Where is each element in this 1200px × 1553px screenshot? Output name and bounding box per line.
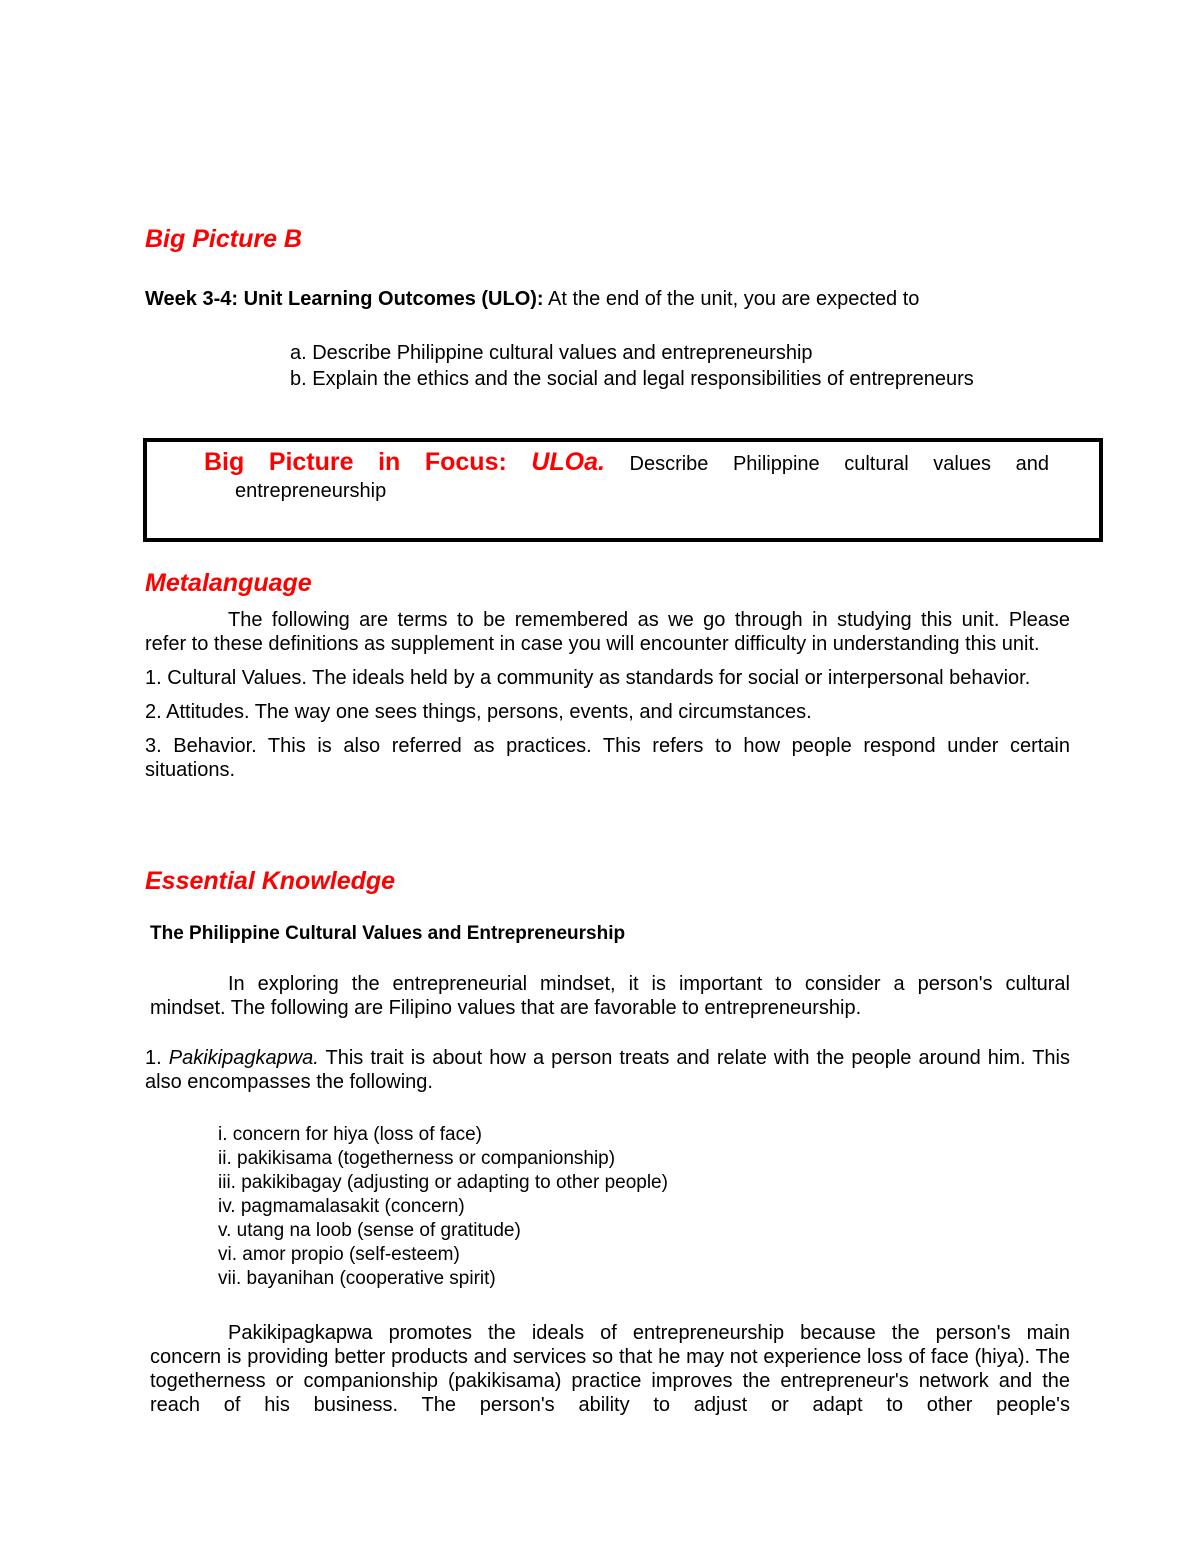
cultural-values-subheading: The Philippine Cultural Values and Entrepreneurship [150, 923, 626, 944]
sub-item-pakikisama: ii. pakikisama (togetherness or companionship) [218, 1148, 616, 1169]
essential-para-2-rest: concern is providing better products and services so that he may not experience loss of face (hiya). The togetherness or companionship (pakikisama) practice improves the entrepreneur's network and the reach of his business. The person's ability to adjust or adapt to other people's [150, 1346, 1070, 1416]
essential-knowledge-heading: Essential Knowledge [145, 867, 396, 895]
focus-ulo-label: ULOa. [531, 448, 605, 476]
metalanguage-intro-rest: refer to these definitions as supplement in case you will encounter difficulty in understanding this unit. [145, 633, 1040, 655]
focus-desc-word-2: Philippine [732, 453, 820, 475]
essential-para-1-rest: mindset. The following are Filipino values that are favorable to entrepreneurship. [150, 997, 862, 1019]
focus-word-big: Big [204, 448, 245, 476]
pakikipagkapwa-sub-list [218, 1123, 668, 1291]
focus-desc-word-5: and [1015, 453, 1049, 475]
value-item-term: Pakikipagkapwa. [168, 1047, 319, 1069]
ulo-list [290, 340, 974, 392]
value-item-number: 1. [145, 1047, 162, 1069]
week-ulo-intro: At the end of the unit, you are expected to [543, 288, 920, 310]
value-item-description: This trait is about how a person treats and relate with the people around him. This also encompasses the following. [145, 1047, 1070, 1093]
focus-word-focus: Focus: [424, 448, 507, 476]
focus-box [143, 438, 1103, 542]
term-attitudes: 2. Attitudes. The way one sees things, persons, events, and circumstances. [145, 701, 812, 723]
focus-line [204, 448, 1049, 477]
metalanguage-heading: Metalanguage [145, 569, 312, 597]
big-picture-title: Big Picture B [145, 225, 302, 253]
focus-desc-word-4: values [933, 453, 992, 475]
focus-word-in: in [378, 448, 401, 476]
week-ulo-label: Week 3-4: Unit Learning Outcomes (ULO): [145, 288, 544, 310]
sub-item-pakikibagay: iii. pakikibagay (adjusting or adapting to other people) [218, 1172, 668, 1193]
essential-para-2 [150, 1321, 1070, 1417]
ulo-item-a: a. Describe Philippine cultural values and entrepreneurship [290, 342, 813, 364]
focus-desc-continued: entrepreneurship [235, 480, 387, 502]
sub-item-bayanihan: vii. bayanihan (cooperative spirit) [218, 1268, 496, 1289]
term-behavior: 3. Behavior. This is also referred as practices. This refers to how people respond under certain situations. [145, 735, 1070, 781]
essential-para-1-line1: In exploring the entrepreneurial mindset, it is important to consider a person's cultural [228, 973, 1070, 995]
sub-item-pagmamalasakit: iv. pagmamalasakit (concern) [218, 1196, 465, 1217]
sub-item-utang-na-loob: v. utang na loob (sense of gratitude) [218, 1220, 521, 1241]
ulo-item-b: b. Explain the ethics and the social and legal responsibilities of entrepreneurs [290, 368, 974, 390]
week-ulo-header [145, 286, 919, 312]
sub-item-amor-propio: vi. amor propio (self-esteem) [218, 1244, 460, 1265]
focus-desc-word-1: Describe [629, 453, 709, 475]
focus-desc-word-3: cultural [844, 453, 909, 475]
value-item-pakikipagkapwa [145, 1046, 1070, 1094]
essential-para-1 [150, 972, 1070, 1020]
metalanguage-intro-line1: The following are terms to be remembered as we go through in studying this unit. Please [228, 609, 1070, 631]
essential-para-2-line1: Pakikipagkapwa promotes the ideals of entrepreneurship because the person's main [228, 1322, 1070, 1344]
focus-word-picture: Picture [268, 448, 354, 476]
term-cultural-values: 1. Cultural Values. The ideals held by a community as standards for social or interpersonal behavior. [145, 667, 1031, 689]
sub-item-hiya: i. concern for hiya (loss of face) [218, 1124, 482, 1145]
metalanguage-section [145, 608, 1070, 782]
